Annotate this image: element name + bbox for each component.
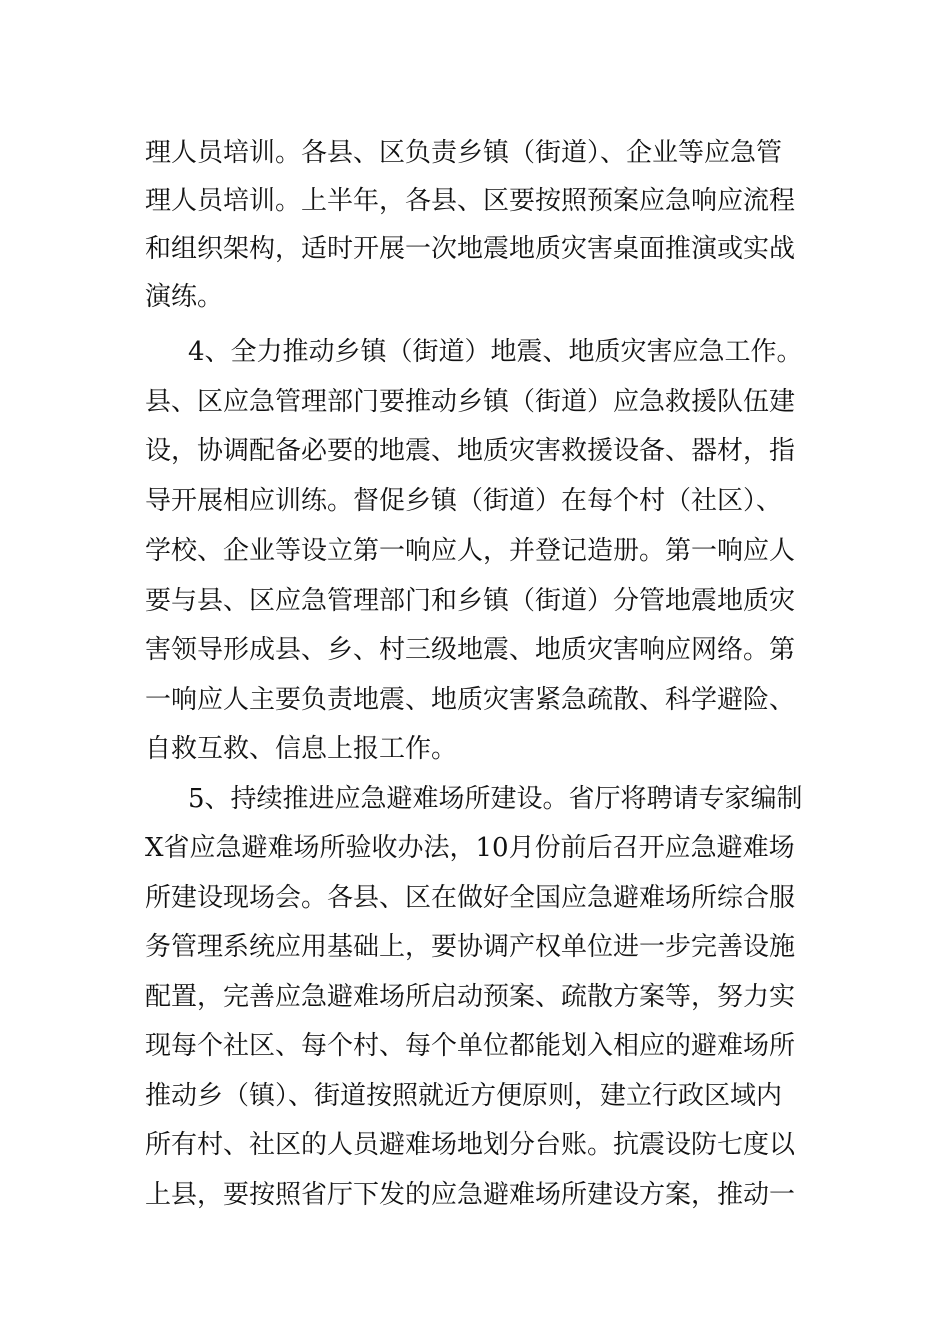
- text-line: 设，协调配备必要的地震、地质灾害救援设备、器材，指: [145, 436, 796, 466]
- text-line: 导开展相应训练。督促乡镇（街道）在每个村（社区）、: [145, 486, 783, 516]
- text-line: 配置，完善应急避难场所启动预案、疏散方案等，努力实: [145, 982, 796, 1012]
- text-line: 一响应人主要负责地震、地质灾害紧急疏散、科学避险、: [145, 685, 796, 715]
- heading-item-4: 4、全力推动乡镇（街道）地震、地质灾害应急工作。: [188, 337, 803, 367]
- text-line: 务管理系统应用基础上，要协调产权单位进一步完善设施: [145, 932, 796, 962]
- heading-item-5: 5、持续推进应急避难场所建设。省厅将聘请专家编制: [188, 784, 803, 814]
- text-line: 县、区应急管理部门要推动乡镇（街道）应急救援队伍建: [145, 387, 796, 417]
- text-line: 演练。: [145, 282, 224, 312]
- text-line: 理人员培训。各县、区负责乡镇（街道）、企业等应急管: [145, 138, 783, 168]
- text-line: 理人员培训。上半年，各县、区要按照预案应急响应流程: [145, 186, 796, 216]
- text-line: 所建设现场会。各县、区在做好全国应急避难场所综合服: [145, 883, 796, 913]
- text-line: 要与县、区应急管理部门和乡镇（街道）分管地震地质灾: [145, 586, 796, 616]
- text-line: 推动乡（镇）、街道按照就近方便原则，建立行政区域内: [145, 1081, 783, 1111]
- text-line: 所有村、社区的人员避难场地划分台账。抗震设防七度以: [145, 1130, 796, 1160]
- text-line: 现每个社区、每个村、每个单位都能划入相应的避难场所: [145, 1031, 796, 1061]
- text-line: X省应急避难场所验收办法，10月份前后召开应急避难场: [145, 833, 795, 863]
- text-line: 和组织架构，适时开展一次地震地质灾害桌面推演或实战: [145, 234, 796, 264]
- text-line: 害领导形成县、乡、村三级地震、地质灾害响应网络。第: [145, 635, 796, 665]
- text-line: 学校、企业等设立第一响应人，并登记造册。第一响应人: [145, 536, 796, 566]
- text-line: 上县，要按照省厅下发的应急避难场所建设方案，推动一: [145, 1180, 796, 1210]
- text-line: 自救互救、信息上报工作。: [145, 734, 458, 764]
